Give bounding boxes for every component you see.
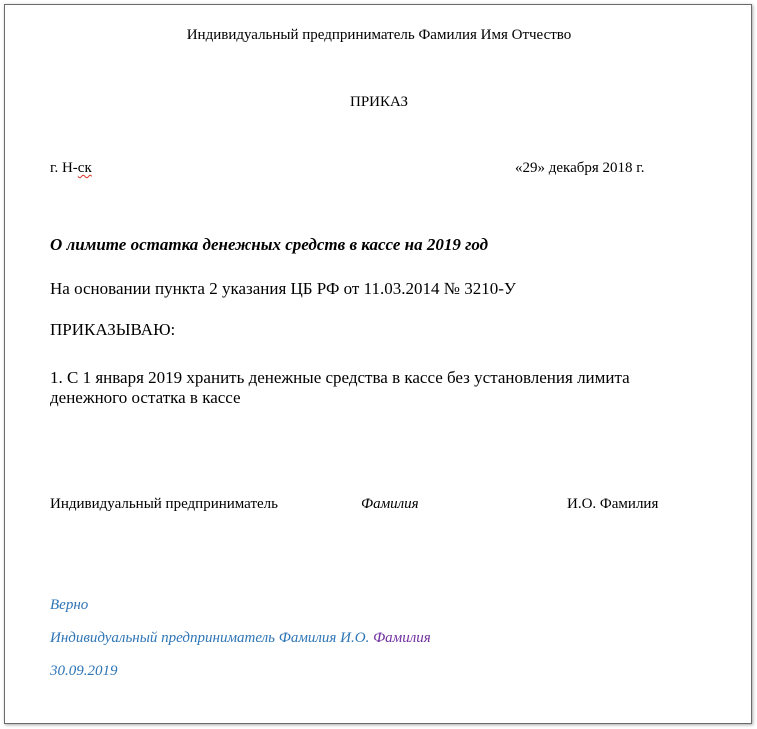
certification-verified: Верно bbox=[50, 597, 89, 613]
document-title: ПРИКАЗ bbox=[350, 94, 408, 110]
order-subject: О лимите остатка денежных средств в кассе на 2019 год bbox=[50, 235, 489, 254]
city bbox=[50, 160, 92, 177]
order-basis: На основании пункта 2 указания ЦБ РФ от 11.03.2014 № 3210-У bbox=[50, 279, 516, 298]
document-header: Индивидуальный предприниматель Фамилия Имя Отчество bbox=[186, 27, 572, 43]
certification-date: 30.09.2019 bbox=[50, 663, 118, 679]
certification-line-surname: Фамилия bbox=[373, 630, 431, 646]
order-date: «29» декабря 2018 г. bbox=[515, 160, 645, 176]
signature-role: Индивидуальный предприниматель bbox=[50, 496, 278, 512]
certification-line-prefix: Индивидуальный предприниматель Фамилия И.О. bbox=[50, 630, 370, 646]
city-prefix: г. Н- bbox=[50, 160, 78, 176]
city-suffix-misspelled: ск bbox=[77, 160, 92, 176]
order-item-1-line-1: 1. С 1 января 2019 хранить денежные средства в кассе без установления лимита bbox=[50, 368, 630, 387]
order-item-1-line-2: денежного остатка в кассе bbox=[50, 388, 241, 407]
signature-text: Фамилия bbox=[361, 496, 419, 512]
order-word: ПРИКАЗЫВАЮ: bbox=[50, 320, 176, 339]
document-page bbox=[4, 4, 752, 724]
certification-line bbox=[50, 630, 431, 647]
signatory-name: И.О. Фамилия bbox=[567, 496, 659, 512]
